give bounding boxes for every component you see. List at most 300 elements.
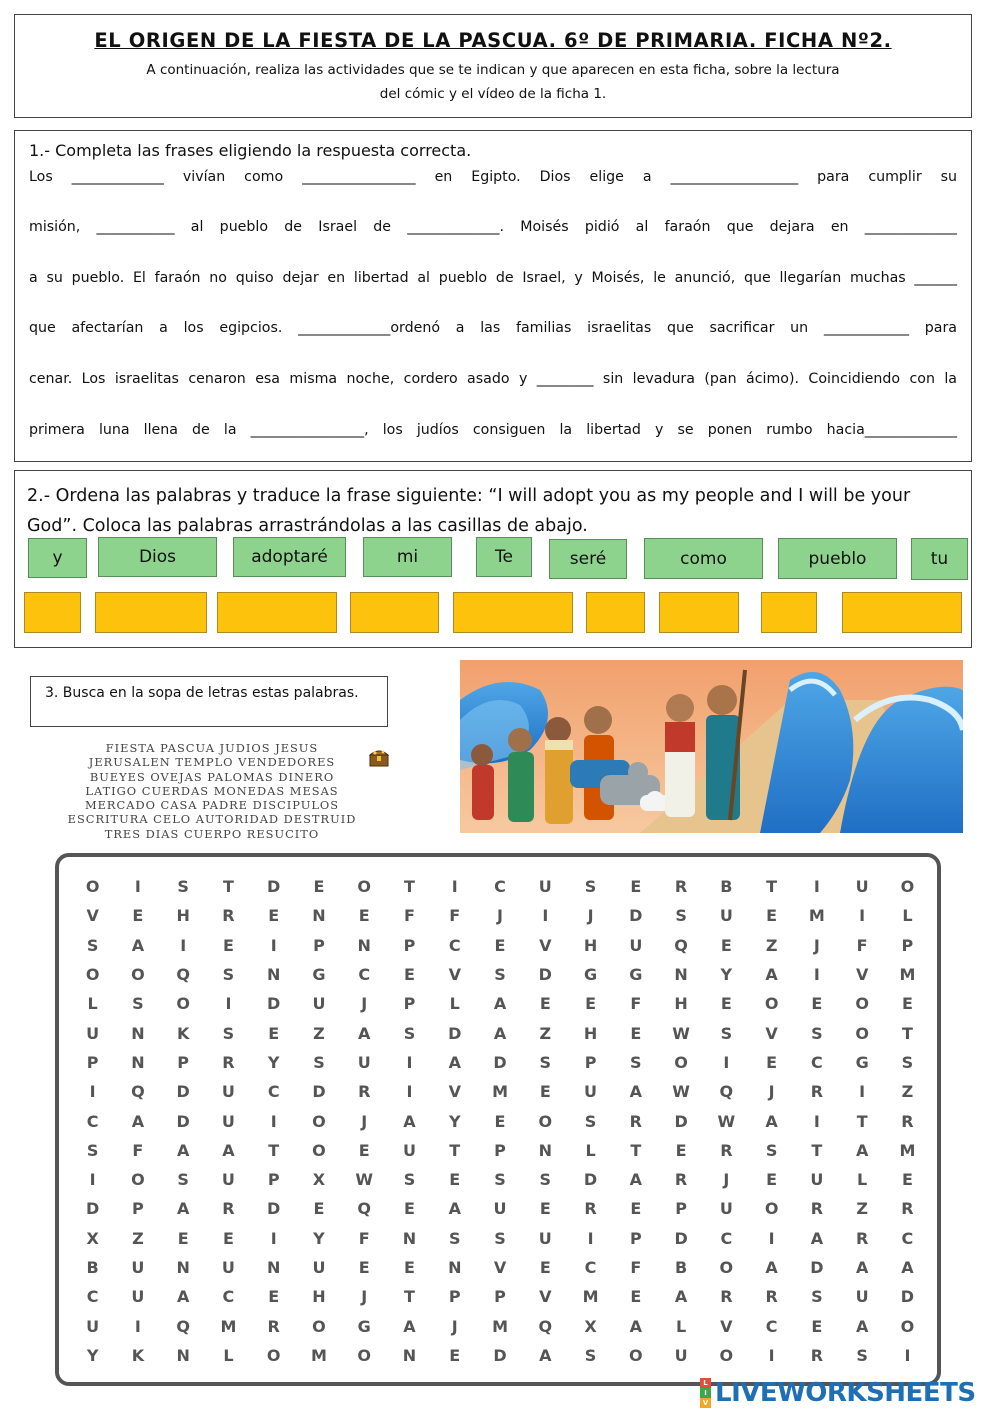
word-search-letter[interactable]: N <box>267 965 281 985</box>
word-search-letter[interactable]: E <box>449 1345 461 1365</box>
word-search-letter[interactable]: U <box>584 1082 598 1102</box>
word-search-letter[interactable]: O <box>312 1140 326 1160</box>
word-search-letter[interactable]: D <box>538 965 552 985</box>
word-search-letter[interactable]: O <box>176 994 190 1014</box>
drop-slot-4[interactable] <box>350 592 439 633</box>
exercise-1-line-4[interactable]: que afectarían a los egipcios. _____________ordenó a las familias israelitas que sacrificar un ____________ para <box>29 320 957 336</box>
word-search-letter[interactable]: G <box>629 965 643 985</box>
word-search-letter[interactable]: I <box>859 1082 866 1102</box>
word-search-letter[interactable]: U <box>538 877 552 897</box>
word-search-letter[interactable]: R <box>222 1052 235 1072</box>
word-search-letter[interactable]: U <box>855 1287 869 1307</box>
word-search-letter[interactable]: L <box>449 994 460 1014</box>
word-search-letter[interactable]: A <box>855 1316 869 1336</box>
word-search-letter[interactable]: Z <box>313 1023 325 1043</box>
word-search-letter[interactable]: U <box>402 1140 416 1160</box>
word-search-letter[interactable]: A <box>855 1258 869 1277</box>
word-search-letter[interactable]: Q <box>131 1082 145 1102</box>
word-search-letter[interactable]: Y <box>267 1052 280 1072</box>
word-search-letter[interactable]: O <box>855 1023 869 1043</box>
word-search-letter[interactable]: O <box>719 1258 734 1277</box>
exercise-1-line-2[interactable]: misión, ___________ al pueblo de Israel de _____________. Moisés pidió al faraón que dejara en _____________ <box>29 219 957 235</box>
word-tile-dios[interactable]: Dios <box>98 537 217 577</box>
word-tile-tu[interactable]: tu <box>911 538 968 580</box>
word-search-letter[interactable]: D <box>312 1082 326 1102</box>
word-search-letter[interactable]: J <box>361 1111 368 1131</box>
word-search-letter[interactable]: D <box>810 1258 824 1277</box>
word-search-letter[interactable]: N <box>402 1345 417 1365</box>
word-search-letter[interactable]: D <box>448 1023 462 1043</box>
word-search-letter[interactable]: A <box>493 994 507 1014</box>
word-search-letter[interactable]: N <box>448 1258 462 1277</box>
word-search-letter[interactable]: I <box>180 935 187 955</box>
word-search-letter[interactable]: N <box>131 1023 145 1043</box>
word-search-letter[interactable]: A <box>131 1111 145 1131</box>
word-search-letter[interactable]: U <box>357 1052 371 1072</box>
word-search-letter[interactable]: N <box>176 1345 190 1365</box>
exercise-1-line-3[interactable]: a su pueblo. El faraón no quiso dejar en libertad al pueblo de Israel, y Moisés, le anunció, que llegarían muchas ______ <box>29 270 957 286</box>
word-search-letter[interactable]: X <box>312 1170 326 1190</box>
word-search-letter[interactable]: O <box>357 877 372 897</box>
word-search-letter[interactable]: E <box>811 994 823 1014</box>
word-search-letter[interactable]: M <box>492 1082 508 1102</box>
word-search-letter[interactable]: S <box>177 1170 189 1190</box>
word-search-letter[interactable]: I <box>542 906 549 926</box>
word-search-letter[interactable]: E <box>630 1287 642 1307</box>
word-search-letter[interactable]: E <box>358 1140 370 1160</box>
word-search-letter[interactable]: S <box>222 1023 235 1043</box>
word-search-letter[interactable]: G <box>312 965 326 985</box>
word-search-letter[interactable]: E <box>358 906 370 926</box>
word-search-letter[interactable]: P <box>177 1052 190 1072</box>
word-search-letter[interactable]: D <box>900 1287 915 1307</box>
word-search-letter[interactable]: E <box>766 1052 778 1072</box>
word-search-letter[interactable]: P <box>86 1052 99 1072</box>
word-search-letter[interactable]: O <box>855 994 869 1014</box>
word-search-letter[interactable]: Q <box>538 1316 553 1336</box>
word-search-letter[interactable]: R <box>674 1170 688 1190</box>
word-search-letter[interactable]: S <box>403 1170 416 1190</box>
word-search-letter[interactable]: M <box>582 1287 599 1307</box>
word-search-letter[interactable]: O <box>131 1170 145 1190</box>
word-search-letter[interactable]: R <box>810 1082 824 1102</box>
exercise-1-line-1[interactable]: Los _____________ vivían como ________________ en Egipto. Dios elige a __________________ para cumplir su <box>29 169 957 185</box>
word-search-letter[interactable]: V <box>855 965 869 985</box>
word-search-letter[interactable]: E <box>494 1111 506 1131</box>
word-search-letter[interactable]: W <box>672 1082 690 1102</box>
word-search-letter[interactable]: A <box>448 1052 461 1072</box>
word-search-letter[interactable]: S <box>584 1111 597 1131</box>
word-search-letter[interactable]: P <box>494 1140 506 1160</box>
word-search-letter[interactable]: G <box>357 1316 371 1336</box>
word-search-letter[interactable]: D <box>85 1199 100 1219</box>
word-search-letter[interactable]: I <box>406 1082 413 1102</box>
word-search-letter[interactable]: E <box>404 1199 415 1219</box>
word-search-letter[interactable]: J <box>587 906 594 926</box>
word-search-letter[interactable]: S <box>132 994 144 1014</box>
word-search-letter[interactable]: A <box>222 1140 235 1160</box>
word-search-letter[interactable]: M <box>220 1316 237 1336</box>
word-search-letter[interactable]: K <box>131 1345 145 1365</box>
word-search-letter[interactable]: E <box>720 994 732 1014</box>
word-search-letter[interactable]: N <box>674 965 688 985</box>
word-search-letter[interactable]: I <box>270 1228 277 1248</box>
word-search-letter[interactable]: A <box>901 1258 914 1277</box>
word-search-letter[interactable]: U <box>719 1199 733 1219</box>
word-search-letter[interactable]: H <box>583 935 598 955</box>
word-search-letter[interactable]: D <box>267 877 281 897</box>
word-search-letter[interactable]: S <box>494 1228 506 1248</box>
word-search-letter[interactable]: S <box>765 1140 778 1160</box>
word-tile-sere[interactable]: seré <box>549 539 627 579</box>
drop-slot-1[interactable] <box>24 592 81 633</box>
word-search-letter[interactable]: T <box>449 1140 461 1160</box>
word-search-letter[interactable]: M <box>808 906 825 926</box>
word-search-letter[interactable]: Z <box>132 1228 144 1248</box>
word-search-letter[interactable]: T <box>404 877 415 897</box>
word-tile-pueblo[interactable]: pueblo <box>778 538 897 579</box>
word-search-letter[interactable]: C <box>448 935 461 955</box>
word-search-letter[interactable]: R <box>584 1199 597 1219</box>
word-search-letter[interactable]: M <box>492 1316 508 1336</box>
word-search-letter[interactable]: T <box>222 877 234 897</box>
word-search-letter[interactable]: L <box>585 1140 596 1160</box>
word-search-letter[interactable]: I <box>134 877 141 897</box>
word-search-letter[interactable]: G <box>855 1052 869 1072</box>
word-search-letter[interactable]: Y <box>720 965 733 985</box>
word-search-letter[interactable]: A <box>539 1345 552 1365</box>
word-search-letter[interactable]: D <box>267 1199 281 1219</box>
word-search-letter[interactable]: R <box>901 1111 914 1131</box>
exercise-1-line-5[interactable]: cenar. Los israelitas cenaron esa misma noche, cordero asado y ________ sin levadura (pan ácimo). Coincidiendo con la <box>29 371 957 387</box>
word-search-letter[interactable]: V <box>539 1287 552 1307</box>
word-search-letter[interactable]: E <box>811 1316 823 1336</box>
word-search-letter[interactable]: I <box>587 1228 594 1248</box>
word-search-letter[interactable]: I <box>768 1228 775 1248</box>
word-search-letter[interactable]: E <box>268 906 280 926</box>
word-search-letter[interactable]: E <box>494 935 506 955</box>
word-search-letter[interactable]: C <box>811 1052 823 1072</box>
word-search-letter[interactable]: M <box>311 1345 327 1365</box>
word-tile-como[interactable]: como <box>644 538 763 579</box>
word-search-letter[interactable]: L <box>87 994 98 1014</box>
word-search-letter[interactable]: F <box>856 935 868 955</box>
word-search-letter[interactable]: W <box>672 1023 690 1043</box>
word-search-letter[interactable]: E <box>222 1228 234 1248</box>
word-search-letter[interactable]: J <box>723 1170 730 1190</box>
exercise-1-line-6[interactable]: primera luna llena de la ________________, los judíos consiguen la libertad y se ponen rumbo hacia_____________ <box>29 422 957 438</box>
word-search-letter[interactable]: E <box>404 1258 415 1277</box>
word-search-letter[interactable]: A <box>810 1228 824 1248</box>
word-search-letter[interactable]: S <box>494 965 506 985</box>
word-search-letter[interactable]: P <box>267 1170 280 1190</box>
word-search-letter[interactable]: U <box>719 906 733 926</box>
word-search-letter[interactable]: C <box>901 1228 914 1248</box>
word-search-grid[interactable] <box>70 872 930 1370</box>
word-search-letter[interactable]: T <box>856 1111 868 1131</box>
word-search-letter[interactable]: U <box>855 877 869 897</box>
word-search-letter[interactable]: I <box>89 1082 96 1102</box>
word-search-letter[interactable]: I <box>813 877 820 897</box>
word-search-letter[interactable]: K <box>176 1023 190 1043</box>
word-search-letter[interactable]: U <box>312 1258 326 1277</box>
word-search-letter[interactable]: C <box>358 965 371 985</box>
word-search-letter[interactable]: I <box>859 906 866 926</box>
word-search-letter[interactable]: E <box>404 965 415 985</box>
word-search-letter[interactable]: U <box>221 1258 235 1277</box>
word-search-letter[interactable]: S <box>177 877 189 897</box>
word-search-letter[interactable]: E <box>539 994 551 1014</box>
word-search-letter[interactable]: S <box>811 1023 823 1043</box>
word-search-letter[interactable]: X <box>584 1316 597 1336</box>
word-search-letter[interactable]: O <box>312 1111 326 1131</box>
word-search-letter[interactable]: E <box>630 1199 642 1219</box>
word-search-letter[interactable]: P <box>132 1199 144 1219</box>
word-search-letter[interactable]: F <box>132 1140 144 1160</box>
word-search-letter[interactable]: N <box>402 1228 417 1248</box>
word-search-letter[interactable]: E <box>449 1170 461 1190</box>
word-search-letter[interactable]: E <box>630 877 642 897</box>
word-search-letter[interactable]: S <box>539 1052 552 1072</box>
word-search-letter[interactable]: A <box>358 1023 371 1043</box>
word-search-letter[interactable]: E <box>539 1258 551 1277</box>
word-search-letter[interactable]: V <box>765 1023 778 1043</box>
word-search-letter[interactable]: J <box>813 935 820 955</box>
drop-slot-7[interactable] <box>659 592 739 633</box>
word-search-letter[interactable]: E <box>358 1258 370 1277</box>
word-search-letter[interactable]: V <box>539 935 552 955</box>
word-search-letter[interactable]: A <box>176 1199 190 1219</box>
word-search-letter[interactable]: S <box>222 965 235 985</box>
word-search-letter[interactable]: E <box>539 1199 551 1219</box>
word-search-letter[interactable]: D <box>629 906 643 926</box>
word-tile-te[interactable]: Te <box>476 537 532 577</box>
word-search-letter[interactable]: O <box>357 1345 372 1365</box>
word-search-letter[interactable]: O <box>85 877 100 897</box>
word-search-letter[interactable]: Q <box>176 965 190 985</box>
word-search-letter[interactable]: U <box>810 1170 824 1190</box>
word-search-letter[interactable]: V <box>720 1316 733 1336</box>
word-search-letter[interactable]: I <box>904 1345 911 1365</box>
word-search-letter[interactable]: F <box>358 1228 370 1248</box>
word-search-letter[interactable]: U <box>86 1023 100 1043</box>
word-search-letter[interactable]: S <box>313 1052 325 1072</box>
word-search-letter[interactable]: X <box>86 1228 99 1248</box>
word-search-letter[interactable]: R <box>765 1287 778 1307</box>
word-search-letter[interactable]: O <box>85 965 100 985</box>
word-search-letter[interactable]: C <box>494 877 506 897</box>
word-search-letter[interactable]: C <box>765 1316 778 1336</box>
word-search-letter[interactable]: E <box>720 935 732 955</box>
word-search-letter[interactable]: P <box>675 1199 687 1219</box>
word-search-letter[interactable]: F <box>449 906 461 926</box>
word-search-letter[interactable]: T <box>901 1023 913 1043</box>
word-search-letter[interactable]: R <box>720 1287 733 1307</box>
word-search-letter[interactable]: E <box>539 1082 551 1102</box>
word-search-letter[interactable]: I <box>270 1111 277 1131</box>
word-search-letter[interactable]: J <box>361 994 368 1014</box>
word-search-letter[interactable]: R <box>720 1140 733 1160</box>
word-search-letter[interactable]: A <box>131 935 145 955</box>
word-search-letter[interactable]: E <box>675 1140 687 1160</box>
word-search-letter[interactable]: S <box>448 1228 461 1248</box>
word-search-letter[interactable]: Q <box>357 1199 372 1219</box>
word-search-letter[interactable]: H <box>176 906 190 926</box>
word-search-letter[interactable]: A <box>403 1111 416 1131</box>
word-search-letter[interactable]: C <box>584 1258 597 1277</box>
word-search-letter[interactable]: C <box>222 1287 235 1307</box>
word-search-letter[interactable]: E <box>901 994 913 1014</box>
word-search-letter[interactable]: H <box>583 1023 598 1043</box>
word-search-letter[interactable]: O <box>538 1111 553 1131</box>
word-search-letter[interactable]: O <box>764 994 779 1014</box>
word-search-letter[interactable]: U <box>86 1316 100 1336</box>
drop-slot-6[interactable] <box>586 592 645 633</box>
word-search-letter[interactable]: O <box>900 877 915 897</box>
word-search-letter[interactable]: T <box>811 1140 823 1160</box>
word-search-letter[interactable]: A <box>448 1199 461 1219</box>
word-search-letter[interactable]: D <box>583 1170 598 1190</box>
word-search-letter[interactable]: D <box>267 994 281 1014</box>
word-search-letter[interactable]: E <box>268 1023 280 1043</box>
word-search-letter[interactable]: R <box>222 906 235 926</box>
word-search-letter[interactable]: A <box>403 1316 416 1336</box>
word-search-letter[interactable]: S <box>720 1023 733 1043</box>
word-search-letter[interactable]: A <box>855 1140 869 1160</box>
word-search-letter[interactable]: R <box>810 1345 824 1365</box>
word-search-letter[interactable]: I <box>813 965 820 985</box>
word-search-letter[interactable]: Q <box>674 935 688 955</box>
word-search-letter[interactable]: J <box>768 1082 775 1102</box>
word-search-letter[interactable]: T <box>268 1140 280 1160</box>
drop-slot-2[interactable] <box>95 592 207 633</box>
word-search-letter[interactable]: L <box>675 1316 687 1336</box>
word-search-letter[interactable]: E <box>222 935 234 955</box>
word-search-letter[interactable]: R <box>901 1199 914 1219</box>
word-search-letter[interactable]: H <box>674 994 688 1014</box>
word-search-letter[interactable]: C <box>86 1287 99 1307</box>
word-search-letter[interactable]: O <box>312 1316 326 1336</box>
word-search-letter[interactable]: U <box>674 1345 688 1365</box>
word-search-letter[interactable]: N <box>357 935 371 955</box>
word-search-letter[interactable]: E <box>132 906 144 926</box>
word-search-letter[interactable]: U <box>629 935 643 955</box>
word-search-letter[interactable]: D <box>176 1082 190 1102</box>
word-search-letter[interactable]: A <box>629 1170 643 1190</box>
word-search-letter[interactable]: S <box>675 906 687 926</box>
drop-slot-8[interactable] <box>761 592 817 633</box>
word-search-letter[interactable]: A <box>629 1082 643 1102</box>
word-search-letter[interactable]: L <box>857 1170 868 1190</box>
word-search-letter[interactable]: Y <box>448 1111 461 1131</box>
word-search-letter[interactable]: A <box>176 1287 190 1307</box>
word-search-letter[interactable]: R <box>267 1316 280 1336</box>
word-search-letter[interactable]: U <box>131 1287 145 1307</box>
word-tile-mi[interactable]: mi <box>363 537 452 577</box>
word-search-letter[interactable]: U <box>538 1228 552 1248</box>
word-search-letter[interactable]: N <box>176 1258 190 1277</box>
word-search-letter[interactable]: S <box>403 1023 416 1043</box>
word-search-letter[interactable]: N <box>312 906 326 926</box>
word-search-letter[interactable]: E <box>766 1170 778 1190</box>
word-search-letter[interactable]: D <box>674 1111 688 1131</box>
word-search-letter[interactable]: M <box>899 1140 916 1160</box>
word-search-letter[interactable]: U <box>312 994 326 1014</box>
word-search-letter[interactable]: M <box>899 965 916 985</box>
word-search-letter[interactable]: V <box>448 1082 461 1102</box>
word-search-letter[interactable]: Y <box>313 1228 325 1248</box>
word-tile-adoptare[interactable]: adoptaré <box>233 537 346 577</box>
word-search-letter[interactable]: I <box>813 1111 820 1131</box>
word-search-letter[interactable]: V <box>86 906 99 926</box>
word-search-letter[interactable]: E <box>630 1023 642 1043</box>
word-search-letter[interactable]: C <box>720 1228 733 1248</box>
word-search-letter[interactable]: R <box>855 1228 869 1248</box>
word-search-letter[interactable]: O <box>900 1316 915 1336</box>
word-search-letter[interactable]: T <box>630 1140 642 1160</box>
word-search-letter[interactable]: S <box>494 1170 506 1190</box>
word-search-letter[interactable]: L <box>902 906 913 926</box>
word-search-letter[interactable]: A <box>674 1287 688 1307</box>
word-search-letter[interactable]: A <box>765 1111 778 1131</box>
word-search-letter[interactable]: Y <box>86 1345 99 1365</box>
word-search-letter[interactable]: G <box>583 965 598 985</box>
word-search-letter[interactable]: D <box>176 1111 190 1131</box>
word-search-letter[interactable]: S <box>901 1052 914 1072</box>
word-search-letter[interactable]: S <box>811 1287 823 1307</box>
word-search-letter[interactable]: P <box>448 1287 461 1307</box>
word-search-letter[interactable]: P <box>629 1228 642 1248</box>
word-search-letter[interactable]: V <box>448 965 461 985</box>
word-search-letter[interactable]: E <box>313 877 325 897</box>
word-search-letter[interactable]: I <box>89 1170 96 1190</box>
word-search-letter[interactable]: O <box>131 965 145 985</box>
word-search-letter[interactable]: P <box>901 935 914 955</box>
word-search-letter[interactable]: R <box>629 1111 642 1131</box>
word-search-letter[interactable]: E <box>268 1287 280 1307</box>
word-search-letter[interactable]: B <box>86 1258 99 1277</box>
word-search-letter[interactable]: E <box>313 1199 325 1219</box>
word-search-letter[interactable]: R <box>674 877 688 897</box>
word-search-letter[interactable]: U <box>493 1199 507 1219</box>
word-search-letter[interactable]: D <box>674 1228 688 1248</box>
word-search-letter[interactable]: U <box>221 1170 235 1190</box>
word-search-letter[interactable]: I <box>768 1345 775 1365</box>
word-search-letter[interactable]: I <box>134 1316 141 1336</box>
word-search-letter[interactable]: S <box>539 1170 552 1190</box>
word-search-letter[interactable]: N <box>267 1258 281 1277</box>
word-search-letter[interactable]: C <box>267 1082 280 1102</box>
word-search-letter[interactable]: R <box>222 1199 235 1219</box>
word-search-letter[interactable]: J <box>497 906 503 926</box>
word-search-letter[interactable]: S <box>856 1345 868 1365</box>
word-search-letter[interactable]: U <box>131 1258 145 1277</box>
word-search-letter[interactable]: O <box>266 1345 281 1365</box>
word-search-letter[interactable]: S <box>86 935 99 955</box>
word-search-letter[interactable]: P <box>494 1287 506 1307</box>
word-search-letter[interactable]: T <box>766 877 778 897</box>
word-search-letter[interactable]: P <box>403 935 416 955</box>
word-search-letter[interactable]: R <box>358 1082 371 1102</box>
word-search-letter[interactable]: A <box>176 1140 190 1160</box>
word-search-letter[interactable]: N <box>538 1140 552 1160</box>
word-search-letter[interactable]: P <box>313 935 325 955</box>
word-search-letter[interactable]: W <box>717 1111 736 1131</box>
word-search-letter[interactable]: F <box>630 1258 642 1277</box>
word-search-letter[interactable]: B <box>720 877 733 897</box>
word-search-letter[interactable]: A <box>765 1258 778 1277</box>
word-search-letter[interactable]: A <box>629 1316 643 1336</box>
